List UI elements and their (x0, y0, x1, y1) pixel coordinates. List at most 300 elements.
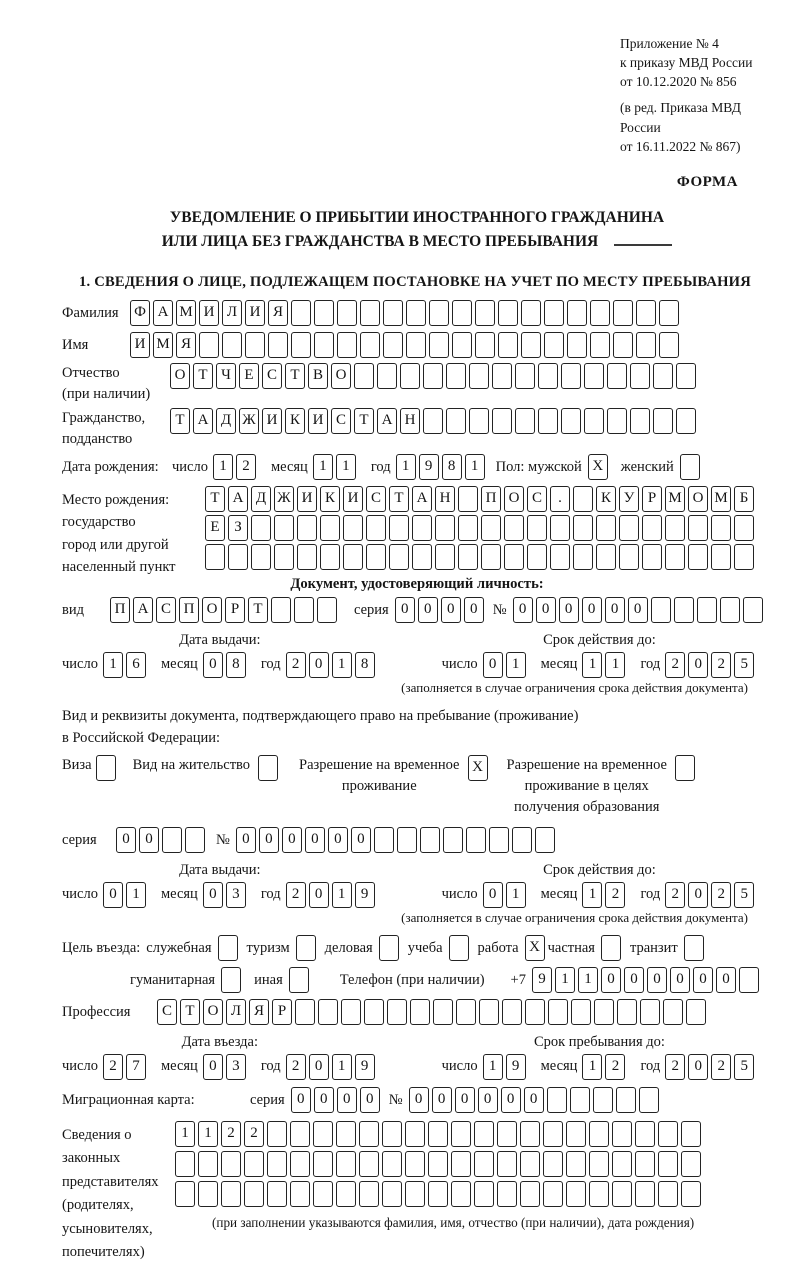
char-box[interactable] (613, 332, 633, 358)
char-box[interactable] (336, 1181, 356, 1207)
char-box[interactable]: 0 (305, 827, 325, 853)
char-box[interactable] (297, 515, 317, 541)
char-box[interactable] (607, 408, 627, 434)
char-box[interactable]: И (262, 408, 282, 434)
char-box[interactable]: К (596, 486, 616, 512)
char-box[interactable] (502, 999, 522, 1025)
char-box[interactable] (734, 544, 754, 570)
char-box[interactable] (658, 1121, 678, 1147)
char-box[interactable] (619, 515, 639, 541)
char-box[interactable] (175, 1151, 195, 1177)
char-box[interactable]: 1 (506, 882, 526, 908)
char-box[interactable] (521, 332, 541, 358)
char-box[interactable]: 0 (236, 827, 256, 853)
char-box[interactable]: 9 (506, 1054, 526, 1080)
char-box[interactable] (412, 544, 432, 570)
char-box[interactable] (314, 300, 334, 326)
char-box[interactable] (561, 363, 581, 389)
char-box[interactable]: Ж (274, 486, 294, 512)
char-box[interactable] (686, 999, 706, 1025)
char-box[interactable]: П (110, 597, 130, 623)
char-box[interactable]: С (156, 597, 176, 623)
char-box[interactable] (451, 1121, 471, 1147)
char-box[interactable]: Т (180, 999, 200, 1025)
char-box[interactable] (659, 332, 679, 358)
char-box[interactable]: Я (249, 999, 269, 1025)
char-box[interactable] (676, 363, 696, 389)
char-box[interactable] (504, 515, 524, 541)
char-box[interactable] (544, 300, 564, 326)
char-box[interactable] (653, 363, 673, 389)
char-box[interactable] (466, 827, 486, 853)
char-box[interactable]: М (711, 486, 731, 512)
char-box[interactable] (492, 408, 512, 434)
char-box[interactable] (665, 515, 685, 541)
char-box[interactable] (267, 1151, 287, 1177)
char-box[interactable]: К (285, 408, 305, 434)
char-box[interactable] (429, 300, 449, 326)
char-box[interactable] (222, 332, 242, 358)
char-box[interactable] (474, 1151, 494, 1177)
char-box[interactable] (743, 597, 763, 623)
char-box[interactable]: 0 (483, 882, 503, 908)
char-box[interactable] (318, 999, 338, 1025)
char-box[interactable] (497, 1121, 517, 1147)
char-box[interactable]: О (203, 999, 223, 1025)
char-box[interactable] (498, 332, 518, 358)
char-box[interactable] (497, 1151, 517, 1177)
char-box[interactable]: 1 (332, 652, 352, 678)
char-box[interactable] (291, 332, 311, 358)
char-box[interactable] (433, 999, 453, 1025)
char-box[interactable] (405, 1121, 425, 1147)
char-box[interactable]: 0 (432, 1087, 452, 1113)
char-box[interactable]: 9 (532, 967, 552, 993)
char-box[interactable] (711, 544, 731, 570)
char-box[interactable] (547, 1087, 567, 1113)
char-box[interactable]: 1 (396, 454, 416, 480)
char-box[interactable]: И (130, 332, 150, 358)
char-box[interactable] (674, 597, 694, 623)
char-box[interactable] (589, 1181, 609, 1207)
char-box[interactable]: Т (248, 597, 268, 623)
char-box[interactable]: 0 (418, 597, 438, 623)
char-box[interactable] (162, 827, 182, 853)
char-box[interactable] (612, 1151, 632, 1177)
char-box[interactable]: 0 (139, 827, 159, 853)
char-box[interactable] (221, 1151, 241, 1177)
char-box[interactable] (521, 300, 541, 326)
char-box[interactable]: С (331, 408, 351, 434)
char-box[interactable] (617, 999, 637, 1025)
char-box[interactable] (635, 1151, 655, 1177)
char-box[interactable]: 0 (203, 652, 223, 678)
char-box[interactable] (221, 967, 241, 993)
char-box[interactable]: З (228, 515, 248, 541)
char-box[interactable]: 8 (355, 652, 375, 678)
char-box[interactable]: 0 (328, 827, 348, 853)
char-box[interactable]: 2 (711, 882, 731, 908)
char-box[interactable] (354, 363, 374, 389)
char-box[interactable]: 2 (605, 882, 625, 908)
char-box[interactable]: Л (222, 300, 242, 326)
char-box[interactable] (313, 1121, 333, 1147)
char-box[interactable] (642, 544, 662, 570)
char-box[interactable] (642, 515, 662, 541)
char-box[interactable] (268, 332, 288, 358)
char-box[interactable]: 0 (483, 652, 503, 678)
char-box[interactable] (377, 363, 397, 389)
char-box[interactable] (676, 408, 696, 434)
char-box[interactable]: У (619, 486, 639, 512)
char-box[interactable] (320, 544, 340, 570)
char-box[interactable] (548, 999, 568, 1025)
char-box[interactable] (428, 1151, 448, 1177)
char-box[interactable] (681, 1181, 701, 1207)
char-box[interactable]: О (504, 486, 524, 512)
char-box[interactable]: О (688, 486, 708, 512)
char-box[interactable]: 1 (506, 652, 526, 678)
char-box[interactable] (451, 1151, 471, 1177)
char-box[interactable]: П (481, 486, 501, 512)
char-box[interactable]: 5 (734, 1054, 754, 1080)
char-box[interactable] (590, 300, 610, 326)
char-box[interactable] (295, 999, 315, 1025)
char-box[interactable] (267, 1121, 287, 1147)
char-box[interactable] (337, 300, 357, 326)
char-box[interactable] (469, 408, 489, 434)
char-box[interactable] (566, 1181, 586, 1207)
char-box[interactable] (291, 300, 311, 326)
char-box[interactable] (475, 332, 495, 358)
char-box[interactable] (640, 999, 660, 1025)
char-box[interactable]: Н (435, 486, 455, 512)
char-box[interactable] (538, 363, 558, 389)
char-box[interactable]: 0 (103, 882, 123, 908)
char-box[interactable]: 1 (336, 454, 356, 480)
char-box[interactable] (458, 515, 478, 541)
char-box[interactable]: 1 (332, 1054, 352, 1080)
char-box[interactable] (571, 999, 591, 1025)
char-box[interactable] (619, 544, 639, 570)
char-box[interactable] (567, 300, 587, 326)
char-box[interactable] (596, 544, 616, 570)
char-box[interactable]: 0 (441, 597, 461, 623)
char-box[interactable] (274, 515, 294, 541)
char-box[interactable] (389, 515, 409, 541)
char-box[interactable] (274, 544, 294, 570)
char-box[interactable]: Ж (239, 408, 259, 434)
char-box[interactable] (271, 597, 291, 623)
char-box[interactable]: Т (170, 408, 190, 434)
char-box[interactable]: Я (176, 332, 196, 358)
char-box[interactable] (658, 1181, 678, 1207)
char-box[interactable] (527, 515, 547, 541)
char-box[interactable] (290, 1181, 310, 1207)
char-box[interactable] (317, 597, 337, 623)
char-box[interactable]: 0 (513, 597, 533, 623)
char-box[interactable]: 1 (582, 882, 602, 908)
char-box[interactable]: М (153, 332, 173, 358)
char-box[interactable]: О (170, 363, 190, 389)
char-box[interactable]: 0 (605, 597, 625, 623)
char-box[interactable] (359, 1151, 379, 1177)
char-box[interactable] (294, 597, 314, 623)
char-box[interactable] (245, 332, 265, 358)
char-box[interactable] (428, 1181, 448, 1207)
char-box[interactable] (429, 332, 449, 358)
char-box[interactable]: 0 (582, 597, 602, 623)
char-box[interactable]: Е (239, 363, 259, 389)
char-box[interactable] (405, 1181, 425, 1207)
char-box[interactable] (251, 515, 271, 541)
char-box[interactable] (382, 1151, 402, 1177)
char-box[interactable] (199, 332, 219, 358)
char-box[interactable]: 2 (286, 1054, 306, 1080)
char-box[interactable]: В (308, 363, 328, 389)
char-box[interactable]: О (331, 363, 351, 389)
char-box[interactable] (341, 999, 361, 1025)
char-box[interactable]: И (343, 486, 363, 512)
char-box[interactable]: 1 (126, 882, 146, 908)
char-box[interactable] (613, 300, 633, 326)
char-box[interactable]: Я (268, 300, 288, 326)
char-box[interactable]: 0 (688, 1054, 708, 1080)
char-box[interactable] (228, 544, 248, 570)
char-box[interactable]: Р (225, 597, 245, 623)
char-box[interactable] (198, 1181, 218, 1207)
char-box[interactable] (573, 486, 593, 512)
char-box[interactable] (320, 515, 340, 541)
char-box[interactable] (289, 967, 309, 993)
char-box[interactable] (525, 999, 545, 1025)
char-box[interactable] (458, 486, 478, 512)
char-box[interactable] (364, 999, 384, 1025)
char-box[interactable] (435, 515, 455, 541)
char-box[interactable] (313, 1151, 333, 1177)
char-box[interactable]: К (320, 486, 340, 512)
char-box[interactable]: 2 (244, 1121, 264, 1147)
char-box[interactable] (566, 1121, 586, 1147)
char-box[interactable] (653, 408, 673, 434)
char-box[interactable] (589, 1121, 609, 1147)
char-box[interactable]: 1 (103, 652, 123, 678)
char-box[interactable]: 0 (536, 597, 556, 623)
char-box[interactable]: 2 (665, 652, 685, 678)
char-box[interactable]: Б (734, 486, 754, 512)
char-box[interactable] (446, 363, 466, 389)
char-box[interactable] (336, 1151, 356, 1177)
char-box[interactable] (474, 1181, 494, 1207)
char-box[interactable]: Р (272, 999, 292, 1025)
char-box[interactable]: Ч (216, 363, 236, 389)
char-box[interactable]: 0 (688, 882, 708, 908)
char-box[interactable] (382, 1181, 402, 1207)
char-box[interactable] (449, 935, 469, 961)
char-box[interactable]: 0 (647, 967, 667, 993)
char-box[interactable]: . (550, 486, 570, 512)
char-box[interactable] (573, 515, 593, 541)
char-box[interactable]: Т (354, 408, 374, 434)
char-box[interactable]: И (297, 486, 317, 512)
char-box[interactable]: 6 (126, 652, 146, 678)
char-box[interactable] (543, 1151, 563, 1177)
char-box[interactable]: Д (251, 486, 271, 512)
char-box[interactable]: 0 (282, 827, 302, 853)
char-box[interactable] (630, 408, 650, 434)
char-box[interactable] (359, 1121, 379, 1147)
char-box[interactable] (639, 1087, 659, 1113)
char-box[interactable]: 0 (624, 967, 644, 993)
char-box[interactable] (498, 300, 518, 326)
char-box[interactable]: 2 (711, 1054, 731, 1080)
char-box[interactable]: М (176, 300, 196, 326)
char-box[interactable] (244, 1151, 264, 1177)
char-box[interactable]: Д (216, 408, 236, 434)
char-box[interactable] (512, 827, 532, 853)
char-box[interactable] (337, 332, 357, 358)
char-box[interactable]: 0 (409, 1087, 429, 1113)
char-box[interactable]: А (377, 408, 397, 434)
char-box[interactable] (428, 1121, 448, 1147)
char-box[interactable] (515, 408, 535, 434)
char-box[interactable] (314, 332, 334, 358)
char-box[interactable]: 0 (116, 827, 136, 853)
char-box[interactable] (435, 544, 455, 570)
char-box[interactable] (688, 515, 708, 541)
char-box[interactable] (593, 1087, 613, 1113)
char-box[interactable]: 0 (501, 1087, 521, 1113)
char-box[interactable] (612, 1121, 632, 1147)
char-box[interactable] (659, 300, 679, 326)
char-box[interactable] (400, 363, 420, 389)
char-box[interactable] (475, 300, 495, 326)
char-box[interactable] (584, 408, 604, 434)
char-box[interactable]: 0 (309, 652, 329, 678)
char-box[interactable]: 0 (464, 597, 484, 623)
char-box[interactable] (343, 515, 363, 541)
char-box[interactable] (406, 332, 426, 358)
char-box[interactable] (343, 544, 363, 570)
char-box[interactable] (383, 332, 403, 358)
char-box[interactable] (290, 1121, 310, 1147)
char-box[interactable]: 9 (419, 454, 439, 480)
char-box[interactable]: 1 (582, 652, 602, 678)
char-box[interactable] (566, 1151, 586, 1177)
char-box[interactable] (688, 544, 708, 570)
char-box[interactable] (313, 1181, 333, 1207)
char-box[interactable] (720, 597, 740, 623)
char-box[interactable] (205, 544, 225, 570)
char-box[interactable]: 0 (559, 597, 579, 623)
char-box[interactable] (366, 515, 386, 541)
char-box[interactable] (616, 1087, 636, 1113)
char-box[interactable]: Т (389, 486, 409, 512)
char-box[interactable]: 7 (126, 1054, 146, 1080)
char-box[interactable]: 2 (605, 1054, 625, 1080)
char-box[interactable] (635, 1181, 655, 1207)
char-box[interactable] (594, 999, 614, 1025)
char-box[interactable]: 2 (665, 1054, 685, 1080)
char-box[interactable] (612, 1181, 632, 1207)
char-box[interactable] (663, 999, 683, 1025)
char-box[interactable]: 3 (226, 1054, 246, 1080)
char-box[interactable]: 1 (483, 1054, 503, 1080)
char-box[interactable]: 2 (286, 882, 306, 908)
char-box[interactable]: С (262, 363, 282, 389)
char-box[interactable] (389, 544, 409, 570)
char-box[interactable] (489, 827, 509, 853)
char-box[interactable] (543, 1121, 563, 1147)
char-box[interactable] (366, 544, 386, 570)
char-box[interactable]: X (525, 935, 545, 961)
char-box[interactable]: И (245, 300, 265, 326)
char-box[interactable] (218, 935, 238, 961)
char-box[interactable]: 9 (355, 1054, 375, 1080)
char-box[interactable] (573, 544, 593, 570)
char-box[interactable]: X (468, 755, 488, 781)
char-box[interactable] (681, 1151, 701, 1177)
char-box[interactable] (458, 544, 478, 570)
char-box[interactable]: X (588, 454, 608, 480)
char-box[interactable]: 0 (337, 1087, 357, 1113)
char-box[interactable] (221, 1181, 241, 1207)
char-box[interactable] (469, 363, 489, 389)
char-box[interactable] (96, 755, 116, 781)
char-box[interactable] (544, 332, 564, 358)
char-box[interactable]: 1 (332, 882, 352, 908)
char-box[interactable] (607, 363, 627, 389)
char-box[interactable]: 0 (291, 1087, 311, 1113)
char-box[interactable] (675, 755, 695, 781)
char-box[interactable]: 0 (203, 1054, 223, 1080)
char-box[interactable]: 0 (601, 967, 621, 993)
char-box[interactable]: 0 (314, 1087, 334, 1113)
char-box[interactable] (360, 300, 380, 326)
char-box[interactable]: 9 (355, 882, 375, 908)
char-box[interactable] (680, 454, 700, 480)
char-box[interactable] (474, 1121, 494, 1147)
char-box[interactable]: 2 (221, 1121, 241, 1147)
char-box[interactable] (651, 597, 671, 623)
char-box[interactable] (185, 827, 205, 853)
char-box[interactable] (360, 332, 380, 358)
char-box[interactable] (406, 300, 426, 326)
char-box[interactable]: С (366, 486, 386, 512)
char-box[interactable]: М (665, 486, 685, 512)
char-box[interactable] (479, 999, 499, 1025)
char-box[interactable]: Т (285, 363, 305, 389)
char-box[interactable] (175, 1181, 195, 1207)
char-box[interactable]: 5 (734, 652, 754, 678)
char-box[interactable] (410, 999, 430, 1025)
char-box[interactable]: 8 (226, 652, 246, 678)
char-box[interactable] (504, 544, 524, 570)
char-box[interactable]: 8 (442, 454, 462, 480)
char-box[interactable]: Л (226, 999, 246, 1025)
char-box[interactable] (387, 999, 407, 1025)
char-box[interactable] (601, 935, 621, 961)
char-box[interactable]: А (412, 486, 432, 512)
char-box[interactable] (636, 332, 656, 358)
char-box[interactable] (734, 515, 754, 541)
char-box[interactable]: 0 (360, 1087, 380, 1113)
char-box[interactable]: И (308, 408, 328, 434)
char-box[interactable] (596, 515, 616, 541)
char-box[interactable] (590, 332, 610, 358)
char-box[interactable]: И (199, 300, 219, 326)
char-box[interactable] (520, 1181, 540, 1207)
